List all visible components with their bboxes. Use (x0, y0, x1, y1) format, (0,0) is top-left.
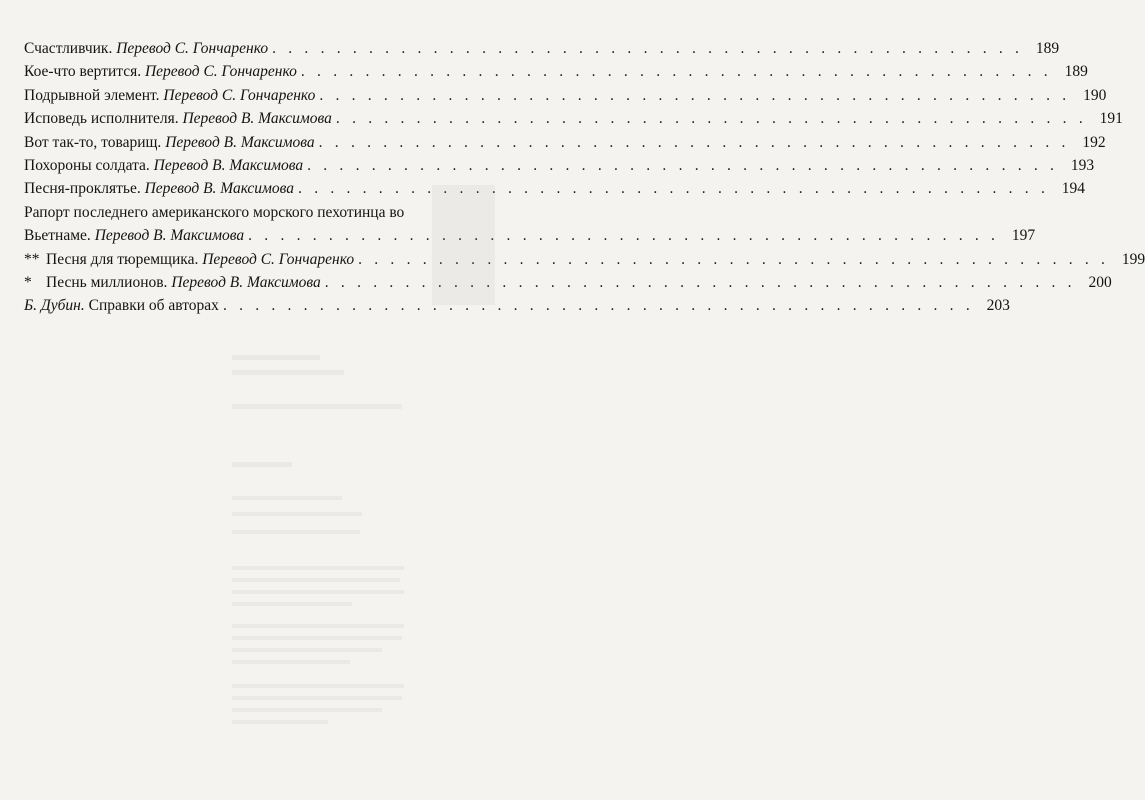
entry-page-number: 193 (1070, 156, 1095, 174)
entry-translator: Перевод С. Гончаренко (144, 63, 297, 81)
toc-entry (24, 295, 1010, 318)
entry-translator: Перевод С. Гончаренко (116, 40, 269, 57)
toc-entry (24, 272, 1112, 295)
dot-leader: . . . . . . . . . . . . . . . . . . . . . . . . . . . . . . . . . . . . . . . . . . . . . . . (319, 86, 1071, 104)
dot-leader: . . . . . . . . . . . . . . . . . . . . . . . . . . . . . . . . . . . . . . . . . . . . . . . (307, 156, 1059, 174)
entry-page-number: 200 (1088, 273, 1112, 291)
dot-leader: . . . . . . . . . . . . . . . . . . . . . . . . . . . . . . . . . . . . . . . . . . . . . . . (324, 273, 1076, 291)
table-of-contents (24, 38, 1145, 319)
toc-entry (24, 178, 1086, 201)
entry-translator: Перевод С. Гончаренко (202, 250, 355, 268)
entry-translator: Перевод В. Максимова (153, 156, 304, 174)
entry-title-line1: Рапорт последнего американского морского пехотинца во (24, 203, 405, 221)
entry-translator: Перевод С. Гончаренко (163, 86, 316, 104)
dot-leader: . . . . . . . . . . . . . . . . . . . . . . . . . . . . . . . . . . . . . . . . . . . . . . . (318, 133, 1070, 151)
entry-title-line2: Вьетнаме. (24, 227, 91, 245)
toc-entry (24, 132, 1106, 155)
dot-leader: . . . . . . . . . . . . . . . . . . . . . . . . . . . . . . . . . . . . . . . . . . . . . . . (222, 297, 974, 315)
entry-author: Б. Дубин. (24, 297, 85, 315)
dot-leader: . . . . . . . . . . . . . . . . . . . . . . . . . . . . . . . . . . . . . . . . . . . . . . . (300, 63, 1052, 81)
entry-title: Песнь миллионов. (46, 273, 168, 291)
toc-entry (24, 249, 1145, 272)
entry-marker: ** (24, 250, 40, 268)
toc-entry (24, 108, 1123, 131)
entry-title: Кое-что вертится. (24, 63, 142, 81)
entry-title: Исповедь исполнителя. (24, 110, 179, 128)
entry-marker: * (24, 273, 32, 291)
entry-title: Подрывной элемент. (24, 86, 160, 104)
entry-page-number: 189 (1035, 40, 1060, 57)
entry-translator: Перевод В. Максимова (182, 110, 332, 128)
toc-entry (24, 85, 1107, 108)
dot-leader: . . . . . . . . . . . . . . . . . . . . . . . . . . . . . . . . . . . . . . . . . . . . . . . (358, 250, 1110, 268)
entry-title: Похороны солдата. (24, 156, 150, 174)
entry-title: Песня-проклятье. (24, 180, 141, 198)
entry-title: Счастливчик. (24, 40, 113, 57)
entry-page-number: 192 (1082, 133, 1106, 151)
entry-page-number: 203 (986, 297, 1010, 315)
toc-entry (24, 202, 1036, 249)
entry-translator: Перевод В. Максимова (94, 227, 245, 245)
entry-page-number: 189 (1064, 63, 1088, 81)
toc-entry (24, 61, 1088, 84)
entry-page-number: 194 (1061, 180, 1086, 198)
entry-title: Вот так-то, товарищ. (24, 133, 162, 151)
entry-title: Справки об авторах (88, 297, 219, 315)
entry-page-number: 191 (1099, 110, 1123, 128)
dot-leader: . . . . . . . . . . . . . . . . . . . . . . . . . . . . . . . . . . . . . . . . . . . . . . . (335, 110, 1087, 128)
entry-page-number: 190 (1083, 86, 1107, 104)
dot-leader: . . . . . . . . . . . . . . . . . . . . . . . . . . . . . . . . . . . . . . . . . . . . . . . (272, 40, 1024, 57)
entry-page-number: 199 (1121, 250, 1145, 268)
dot-leader: . . . . . . . . . . . . . . . . . . . . . . . . . . . . . . . . . . . . . . . . . . . . . . . (248, 227, 1000, 245)
toc-entry (24, 155, 1095, 178)
entry-page-number: 197 (1011, 227, 1036, 245)
entry-title: Песня для тюремщика. (46, 250, 199, 268)
toc-entry (24, 38, 1060, 61)
entry-translator: Перевод В. Максимова (165, 133, 315, 151)
entry-translator: Перевод В. Максимова (171, 273, 321, 291)
dot-leader: . . . . . . . . . . . . . . . . . . . . . . . . . . . . . . . . . . . . . . . . . . . . . . . (298, 180, 1050, 198)
entry-translator: Перевод В. Максимова (144, 180, 295, 198)
